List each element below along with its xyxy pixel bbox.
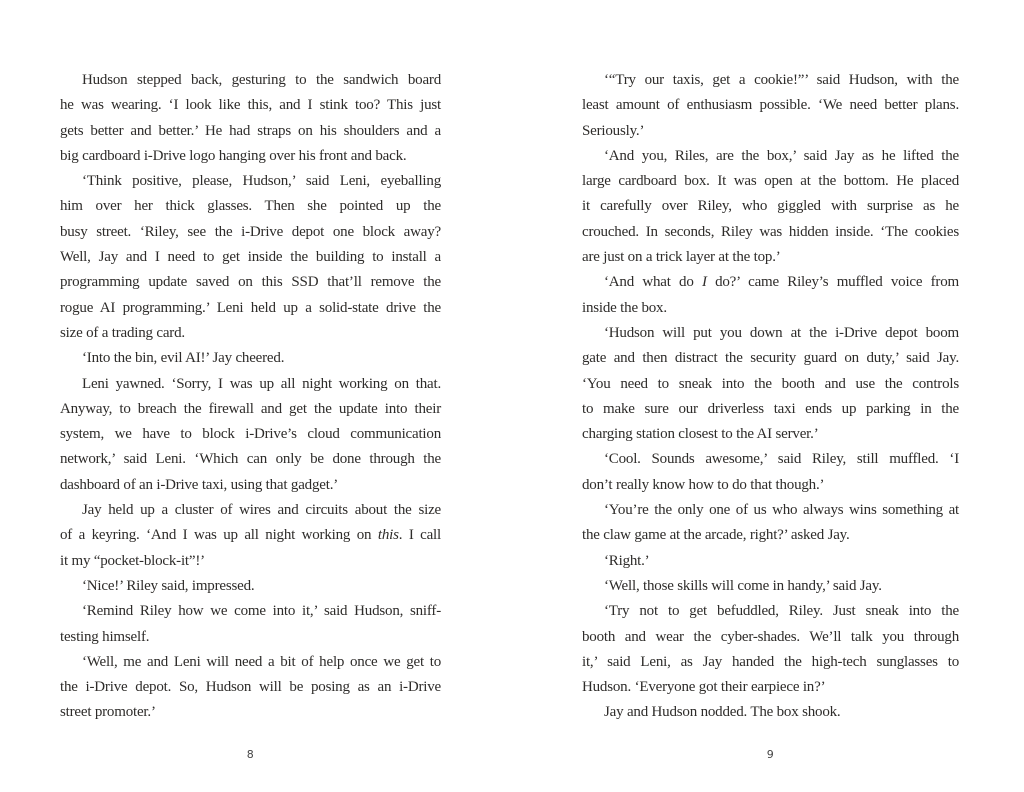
text-line: ‘Hudson will put you down at the i-Drive depot boom	[604, 324, 959, 341]
text-line: big cardboard i-Drive logo hanging over his front and back.	[60, 147, 407, 164]
text-line: it,’ said Leni, as Jay handed the high-tech sunglasses to	[582, 653, 959, 670]
text-line: he was wearing. ‘I look like this, and I stink too? This just	[60, 97, 441, 114]
text-line: ‘Cool. Sounds awesome,’ said Riley, still muffled. ‘I	[604, 451, 959, 468]
book-page-left-text	[60, 68, 441, 726]
text-line: ‘Nice!’ Riley said, impressed.	[82, 577, 255, 594]
text-line: Hudson stepped back, gesturing to the sandwich board	[82, 72, 441, 88]
text-line: network,’ said Leni. ‘Which can only be done through the	[60, 451, 441, 468]
text-line: booth and wear the cyber-shades. We’ll talk you through	[582, 628, 959, 645]
text-line: are just on a trick layer at the top.’	[582, 249, 781, 266]
text-line: ‘Think positive, please, Hudson,’ said Leni, eyeballing	[82, 173, 441, 190]
text-line: Jay held up a cluster of wires and circuits about the size	[82, 502, 441, 519]
text-line: crouched. In seconds, Riley was hidden inside. ‘The cookies	[582, 223, 959, 240]
text-line: it my “pocket-block-it”!’	[60, 552, 205, 569]
text-line: ‘Well, me and Leni will need a bit of help once we get to	[82, 653, 441, 670]
text-line: rogue AI programming.’ Leni held up a solid-state drive the	[60, 299, 441, 316]
text-line: programming update saved on this SSD that’ll remove the	[60, 274, 441, 291]
text-line: inside the box.	[582, 299, 667, 316]
text-line: Well, Jay and I need to get inside the building to install a	[60, 249, 441, 266]
text-line: Anyway, to breach the firewall and get the update into their	[60, 400, 441, 417]
text-line: ‘Well, those skills will come in handy,’ said Jay.	[604, 577, 882, 594]
text-line: system, we have to block i-Drive’s cloud communication	[60, 426, 441, 443]
text-line: the i-Drive depot. So, Hudson will be posing as an i-Drive	[60, 679, 441, 696]
text-line: ‘And you, Riles, are the box,’ said Jay as he lifted the	[604, 147, 959, 164]
text-line: ‘Right.’	[604, 552, 650, 569]
text-line: him over her thick glasses. Then she pointed up the	[60, 198, 441, 215]
text-line: don’t really know how to do that though.’	[582, 476, 825, 493]
text-line: to make sure our driverless taxi ends up parking in the	[582, 400, 959, 417]
text-line: ‘“Try our taxis, get a cookie!”’ said Hudson, with the	[604, 72, 959, 88]
text-line: ‘Remind Riley how we come into it,’ said Hudson, sniff-	[82, 603, 441, 620]
text-line: charging station closest to the AI server.’	[582, 426, 819, 443]
text-line: Hudson. ‘Everyone got their earpiece in?’	[582, 679, 826, 696]
text-line: the claw game at the arcade, right?’ asked Jay.	[582, 527, 850, 544]
text-line: street promoter.’	[60, 704, 156, 721]
text-line: ‘You’re the only one of us who always wins something at	[604, 502, 959, 519]
text-line: Jay and Hudson nodded. The box shook.	[604, 704, 841, 721]
text-line: size of a trading card.	[60, 324, 185, 341]
text-line: it carefully over Riley, who giggled with surprise as he	[582, 198, 959, 215]
text-line: large cardboard box. It was open at the bottom. He placed	[582, 173, 959, 190]
text-line: testing himself.	[60, 628, 150, 645]
text-line: gate and then distract the security guard on duty,’ said Jay.	[582, 350, 959, 367]
book-page-right-text	[582, 68, 959, 726]
text-line: ‘And what do I do?’ came Riley’s muffled voice from	[604, 274, 959, 291]
text-line: least amount of enthusiasm possible. ‘We need better plans.	[582, 97, 959, 114]
text-line: Leni yawned. ‘Sorry, I was up all night working on that.	[82, 375, 441, 392]
text-line: of a keyring. ‘And I was up all night working on this. I call	[60, 527, 441, 544]
text-line: ‘Into the bin, evil AI!’ Jay cheered.	[82, 350, 285, 367]
page-number-right: 9	[766, 748, 775, 761]
page-number-left: 8	[246, 748, 255, 761]
text-line: gets better and better.’ He had straps on his shoulders and a	[60, 122, 441, 139]
text-line: Seriously.’	[582, 122, 645, 139]
text-line: ‘Try not to get befuddled, Riley. Just sneak into the	[604, 603, 959, 620]
text-line: busy street. ‘Riley, see the i-Drive depot one block away?	[60, 223, 441, 240]
text-line: ‘You need to sneak into the booth and use the controls	[582, 375, 959, 392]
text-line: dashboard of an i-Drive taxi, using that gadget.’	[60, 476, 339, 493]
